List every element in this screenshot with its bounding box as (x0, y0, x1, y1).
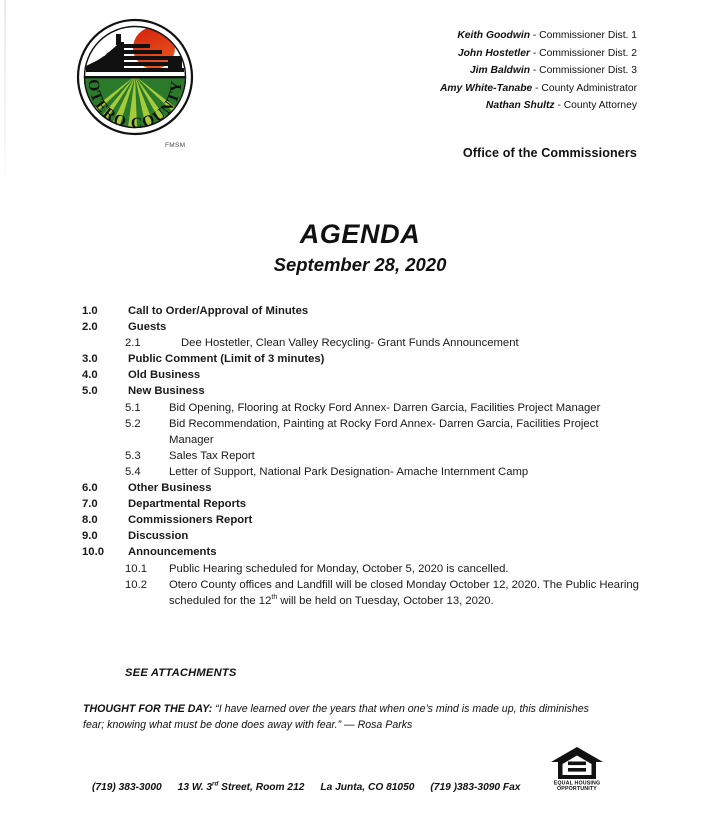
agenda-item-number: 7.0 (82, 498, 98, 511)
agenda-item-label: Commissioners Report (128, 514, 253, 527)
official-separator: - (532, 82, 542, 94)
agenda-item-label: Bid Recommendation, Painting at Rocky Ford Annex- Darren Garcia, Facilities Project Manager (169, 417, 599, 446)
agenda-item-5 (82, 383, 642, 399)
agenda-subitem-5-3 (82, 448, 642, 464)
thought-for-the-day (83, 702, 593, 733)
official-role: Commissioner Dist. 3 (539, 65, 637, 77)
official-name: Keith Goodwin (457, 30, 530, 41)
agenda-item-label: Announcements (128, 546, 217, 559)
agenda-item-number: 5.3 (125, 449, 141, 462)
agenda-list (82, 303, 642, 609)
agenda-item-number: 3.0 (82, 353, 98, 366)
officials-list (217, 27, 637, 115)
county-logo (72, 16, 204, 148)
agenda-item-number: 4.0 (82, 369, 98, 382)
official-separator: - (530, 47, 540, 59)
meeting-date: September 28, 2020 (273, 254, 447, 275)
agenda-item-label: Dee Hostetler, Clean Valley Recycling- Grant Funds Announcement (181, 337, 519, 350)
agenda-item-label: Departmental Reports (128, 498, 247, 511)
equal-housing-line1: EQUAL HOUSING (553, 780, 601, 787)
agenda-item-number: 9.0 (82, 530, 98, 543)
seal-trademark-mark: FMSM (165, 142, 186, 149)
official-role: County Attorney (563, 100, 637, 112)
agenda-item-label: New Business (128, 385, 205, 398)
agenda-item-number: 2.0 (82, 321, 98, 334)
official-name: Jim Baldwin (469, 65, 530, 77)
thought-label: THOUGHT FOR THE DAY: (83, 703, 213, 715)
agenda-item-label: Call to Order/Approval of Minutes (128, 305, 309, 317)
agenda-item-10 (82, 544, 642, 560)
official-separator: - (530, 65, 540, 77)
agenda-item-number: 10.2 (125, 578, 147, 591)
ordinal-superscript: th (271, 593, 278, 601)
agenda-item-number: 2.1 (125, 337, 141, 350)
contact-address-bar (92, 782, 520, 793)
equal-housing-line2: OPPORTUNITY (557, 786, 597, 791)
agenda-item-label: Bid Opening, Flooring at Rocky Ford Annex- Darren Garcia, Facilities Project Manager (169, 401, 601, 414)
equal-housing-icon (549, 745, 605, 791)
agenda-item-number: 5.2 (125, 417, 141, 430)
agenda-item-number: 5.0 (82, 385, 98, 398)
fax-number: (719 )383-3090 Fax (430, 782, 521, 793)
agenda-item-label: Sales Tax Report (169, 449, 255, 462)
official-row (217, 62, 637, 80)
agenda-item-number: 5.1 (125, 401, 141, 414)
street-address: 13 W. 3rd Street, Room 212 (177, 780, 305, 793)
agenda-subitem-5-1 (82, 400, 642, 416)
agenda-item-label: Discussion (128, 530, 189, 543)
thought-quote: “I have learned over the years that when one’s mind is made up, this diminishes fear; knowing what must be done does away with fear.” — Rosa Parks (83, 703, 589, 731)
agenda-item-label: Public Comment (Limit of 3 minutes) (128, 353, 325, 366)
agenda-subitem-10-2 (82, 577, 642, 609)
official-role: County Administrator (541, 82, 637, 94)
official-name: Amy White-Tanabe (439, 82, 533, 94)
agenda-item-label: Other Business (128, 482, 212, 495)
agenda-item-label: Letter of Support, National Park Designation- Amache Internment Camp (169, 465, 529, 478)
agenda-item-1 (82, 303, 642, 319)
agenda-item-label: Old Business (128, 369, 201, 382)
official-role: Commissioner Dist. 2 (539, 47, 637, 59)
office-subtitle: Office of the Commissioners (462, 146, 637, 160)
page-title: AGENDA (299, 219, 421, 249)
agenda-item-number: 8.0 (82, 514, 98, 527)
document-title-block (0, 218, 720, 278)
official-row (217, 27, 637, 45)
official-row (217, 80, 637, 98)
agenda-item-label (169, 577, 641, 609)
city-state-zip: La Junta, CO 81050 (320, 782, 415, 793)
ordinal-superscript: rd (212, 780, 219, 788)
svg-text:OTERO COUNTY: OTERO COUNTY (84, 78, 186, 133)
agenda-item-6 (82, 480, 642, 496)
agenda-subitem-2-1 (82, 335, 642, 351)
agenda-subitem-10-1 (82, 561, 642, 577)
see-attachments-note: SEE ATTACHMENTS (125, 667, 237, 679)
agenda-item-9 (82, 528, 642, 544)
official-separator: - (530, 30, 540, 41)
agenda-item-label: Public Hearing scheduled for Monday, October 5, 2020 is cancelled. (169, 562, 509, 575)
agenda-item-label-part1: Otero County offices and Landfill will be closed Monday October 12, 2020. The Public Hearing scheduled for the 12 (169, 578, 639, 607)
agenda-subitem-5-4 (82, 464, 642, 480)
phone-number: (719) 383-3000 (92, 782, 162, 793)
equal-housing-opportunity-logo (549, 745, 605, 791)
otero-county-seal-icon (72, 16, 198, 142)
agenda-item-number: 5.4 (125, 465, 141, 478)
agenda-item-8 (82, 512, 642, 528)
official-name: Nathan Shultz (485, 100, 555, 112)
agenda-item-2 (82, 319, 642, 335)
official-name: John Hostetler (457, 47, 530, 59)
agenda-item-number: 10.0 (82, 546, 104, 559)
agenda-item-3 (82, 351, 642, 367)
agenda-item-4 (82, 367, 642, 383)
official-row (217, 45, 637, 63)
official-role: Commissioner Dist. 1 (539, 30, 637, 41)
agenda-item-number: 1.0 (82, 305, 98, 317)
agenda-item-label-part2: will be held on Tuesday, October 13, 2020. (277, 594, 494, 607)
agenda-item-number: 6.0 (82, 482, 98, 495)
agenda-item-number: 10.1 (125, 562, 147, 575)
official-row (217, 97, 637, 115)
agenda-item-label: Guests (128, 321, 167, 334)
agenda-item-7 (82, 496, 642, 512)
agenda-subitem-5-2 (82, 416, 642, 448)
scan-artifact-line (4, 0, 6, 190)
official-separator: - (554, 100, 564, 112)
